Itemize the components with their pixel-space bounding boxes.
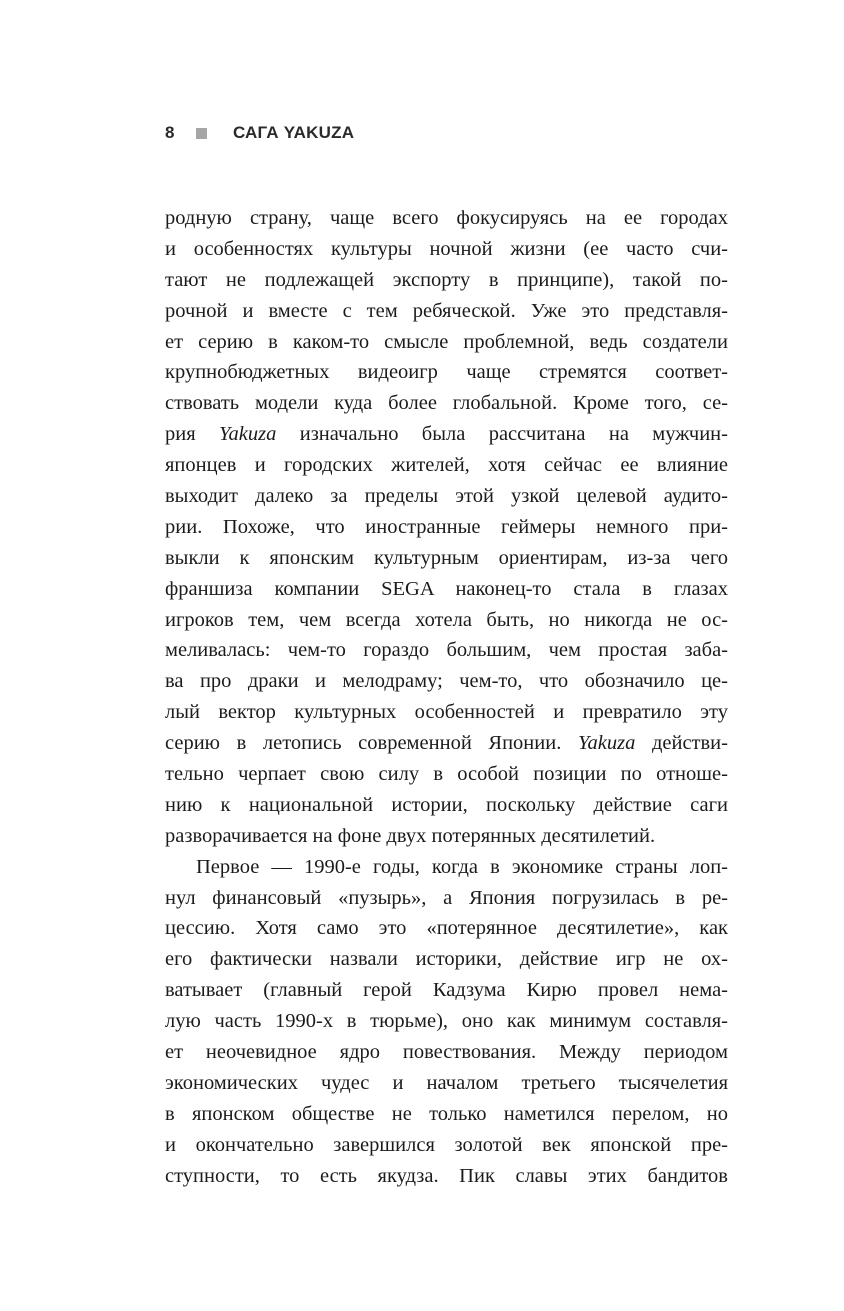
body-text xyxy=(165,203,728,1192)
text-line: ступности, то есть якудза. Пик славы этих бандитов xyxy=(165,1164,728,1187)
paragraph-1 xyxy=(165,203,728,852)
text-line: нул финансовый «пузырь», а Япония погрузилась в ре- xyxy=(165,886,728,909)
text-line: лый вектор культурных особенностей и превратило эту xyxy=(165,701,728,724)
text-line: серию в летопись современной Японии. Yakuza действи- xyxy=(165,732,728,755)
text-line: ватывает (главный герой Кадзума Кирю провел нема- xyxy=(165,979,728,1002)
text-line: тают не подлежащей экспорту в принципе), такой по- xyxy=(165,268,728,291)
text-line: выходит далеко за пределы этой узкой целевой аудито- xyxy=(165,485,728,508)
text-line: и особенностях культуры ночной жизни (ее часто счи- xyxy=(165,237,728,260)
header-square-ornament xyxy=(196,128,207,139)
text-line: ет неочевидное ядро повествования. Между периодом xyxy=(165,1041,728,1064)
text-line: нию к национальной истории, поскольку действие саги xyxy=(165,793,728,816)
running-head xyxy=(165,121,354,145)
text-line: разворачивается на фоне двух потерянных десятилетий. xyxy=(165,824,656,847)
text-line: Первое — 1990-е годы, когда в экономике страны лоп- xyxy=(196,855,728,878)
text-line: игроков тем, чем всегда хотела быть, но никогда не ос- xyxy=(165,608,728,631)
text-line: цессию. Хотя само это «потерянное десятилетие», как xyxy=(165,917,728,940)
text-line: родную страну, чаще всего фокусируясь на ее городах xyxy=(165,207,728,229)
text-line: выкли к японским культурным ориентирам, из-за чего xyxy=(165,546,728,569)
text-line: рочной и вместе с тем ребяческой. Уже это представля- xyxy=(165,299,728,322)
book-title: САГА YAKUZA xyxy=(233,123,355,142)
text-line: рии. Похоже, что иностранные геймеры немного при- xyxy=(165,515,728,538)
page-number: 8 xyxy=(165,123,175,142)
text-line: крупнобюджетных видеоигр чаще стремятся соответ- xyxy=(165,361,728,384)
text-line: лую часть 1990-х в тюрьме), оно как минимум составля- xyxy=(165,1010,728,1033)
text-line: ствовать модели куда более глобальной. Кроме того, се- xyxy=(165,392,728,415)
text-line: экономических чудес и началом третьего тысячелетия xyxy=(165,1071,728,1094)
text-line: в японском обществе не только наметился перелом, но xyxy=(165,1102,728,1125)
text-line: франшиза компании SEGA наконец-то стала в глазах xyxy=(165,577,728,600)
paragraph-2 xyxy=(165,852,728,1192)
text-line: ва про драки и мелодраму; чем-то, что обозначило це- xyxy=(165,670,728,693)
text-line: японцев и городских жителей, хотя сейчас ее влияние xyxy=(165,454,728,477)
text-line: и окончательно завершился золотой век японской пре- xyxy=(165,1133,728,1156)
text-line: ет серию в каком-то смысле проблемной, ведь создатели xyxy=(165,330,728,353)
text-line: рия Yakuza изначально была рассчитана на мужчин- xyxy=(165,423,728,446)
text-line: меливалась: чем-то гораздо большим, чем простая заба- xyxy=(165,639,728,662)
text-line: его фактически назвали историки, действие игр не ох- xyxy=(165,948,728,971)
text-line: тельно черпает свою силу в особой позиции по отноше- xyxy=(165,763,728,786)
